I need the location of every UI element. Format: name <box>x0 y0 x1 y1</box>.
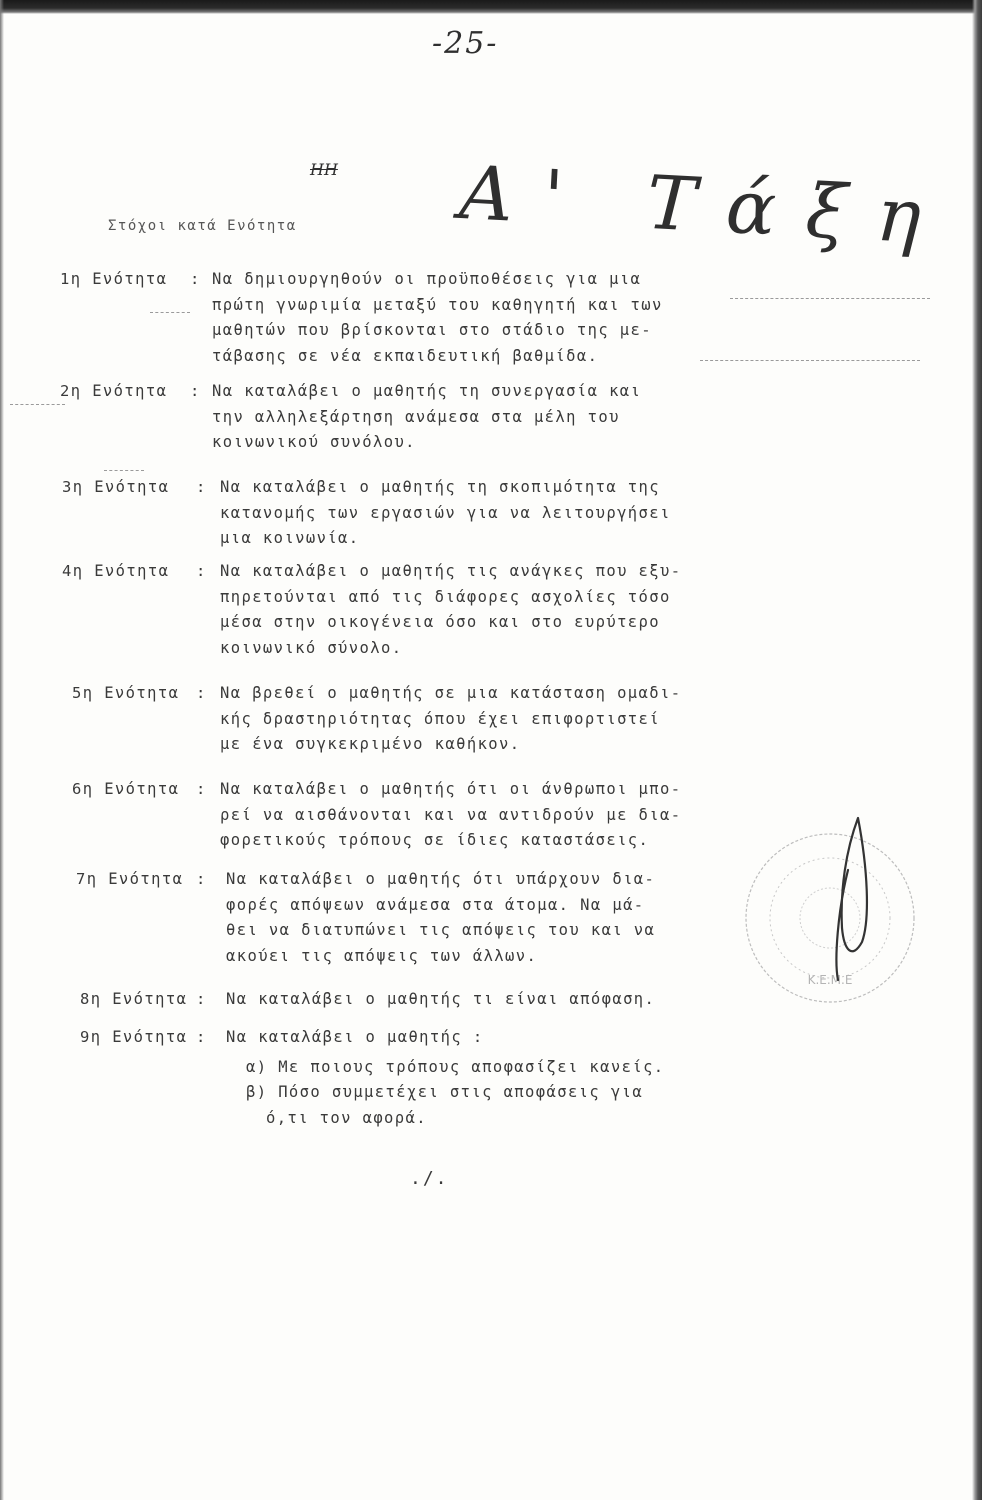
unit-text-line: τάβασης σε νέα εκπαιδευτική βαθμίδα. <box>212 346 599 365</box>
scan-edge-right <box>972 0 982 1500</box>
unit-text-line: πηρετούνται από τις διάφορες ασχολίες τόσο <box>220 587 671 606</box>
unit-text-line: κοινωνικό σύνολο. <box>220 638 403 657</box>
scan-mark <box>104 470 144 472</box>
unit-colon: : <box>190 270 201 288</box>
unit-colon: : <box>196 1028 207 1046</box>
unit-label: 9η Ενότητα <box>80 1028 188 1046</box>
unit-text-line: πρώτη γνωριμία μεταξύ του καθηγητή και των <box>212 295 663 314</box>
scan-mark <box>700 360 920 362</box>
unit-text-line: α) Με ποιους τρόπους αποφασίζει κανείς. <box>246 1057 665 1076</box>
unit-text-line: φορές απόψεων ανάμεσα στα άτομα. Να μά- <box>226 895 645 914</box>
unit-text-line: φορετικούς τρόπους σε ίδιες καταστάσεις. <box>220 831 650 849</box>
stamp-label: Κ.Ε.Μ.Ε <box>807 973 853 987</box>
unit-text-line: β) Πόσο συμμετέχει στις αποφάσεις για <box>246 1083 644 1101</box>
unit-label: 6η Ενότητα <box>72 780 180 798</box>
unit-label: 2η Ενότητα <box>60 382 168 400</box>
unit-text-line: Να καταλάβει ο μαθητής : <box>226 1028 484 1046</box>
unit-text-line: κατανομής των εργασιών για να λειτουργήσει <box>220 503 671 522</box>
unit-text-line: ακούει τις απόψεις των άλλων. <box>226 946 538 965</box>
header-mark: ΗΗ <box>310 160 338 179</box>
heading: Στόχοι κατά Ενότητα <box>108 218 297 234</box>
unit-text-line: Να καταλάβει ο μαθητής ότι οι άνθρωποι μπο- <box>220 780 682 798</box>
unit-text-line: την αλληλεξάρτηση ανάμεσα στα μέλη του <box>212 407 620 426</box>
unit-text-line: Να καταλάβει ο μαθητής τη συνεργασία και <box>212 382 642 400</box>
unit-text-line: ρεί να αισθάνονται και να αντιδρούν με δια- <box>220 805 682 824</box>
unit-text-line: μαθητών που βρίσκονται στο στάδιο της με- <box>212 321 653 339</box>
page-end-mark: ./. <box>410 1168 449 1189</box>
scan-edge-top <box>0 0 982 14</box>
unit-colon: : <box>190 382 201 400</box>
unit-label: 4η Ενότητα <box>62 562 170 580</box>
unit-colon: : <box>196 870 207 888</box>
unit-label: 3η Ενότητα <box>62 478 170 496</box>
unit-label: 5η Ενότητα <box>72 684 180 702</box>
scan-mark <box>10 404 65 406</box>
page-number: -25- <box>432 26 499 61</box>
unit-text-line: με ένα συγκεκριμένο καθήκον. <box>220 735 521 753</box>
unit-label: 7η Ενότητα <box>76 870 184 888</box>
unit-colon: : <box>196 780 207 798</box>
unit-colon: : <box>196 990 207 1008</box>
unit-text-line: Να καταλάβει ο μαθητής τη σκοπιμότητα της <box>220 478 661 496</box>
unit-text-line: ό,τι τον αφορά. <box>266 1108 427 1127</box>
class-label: Α' Τάξη <box>457 150 954 262</box>
unit-text-line: μια κοινωνία. <box>220 529 360 547</box>
unit-text-line: Να δημιουργηθούν οι προϋποθέσεις για μια <box>212 270 642 288</box>
unit-text-line: κοινωνικού συνόλου. <box>212 433 416 451</box>
unit-colon: : <box>196 684 207 702</box>
scan-mark <box>150 312 190 314</box>
unit-text-line: Να βρεθεί ο μαθητής σε μια κατάσταση ομαδι- <box>220 684 682 702</box>
unit-text-line: Να καταλάβει ο μαθητής τις ανάγκες που εξυ- <box>220 562 682 580</box>
unit-text-line: κής δραστηριότητας όπου έχει επιφορτιστεί <box>220 709 661 728</box>
stamp-icon <box>738 810 928 1010</box>
unit-text-line: θει να διατυπώνει τις απόψεις του και να <box>226 921 656 939</box>
unit-colon: : <box>196 562 207 580</box>
scan-mark <box>730 298 930 300</box>
unit-text-line: μέσα στην οικογένεια όσο και στο ευρύτερο <box>220 613 661 631</box>
unit-label: 8η Ενότητα <box>80 990 188 1008</box>
unit-text-line: Να καταλάβει ο μαθητής ότι υπάρχουν δια- <box>226 870 656 888</box>
unit-text-line: Να καταλάβει ο μαθητής τι είναι απόφαση. <box>226 990 656 1008</box>
scan-edge-left <box>0 0 4 1500</box>
unit-colon: : <box>196 478 207 496</box>
unit-label: 1η Ενότητα <box>60 270 168 288</box>
